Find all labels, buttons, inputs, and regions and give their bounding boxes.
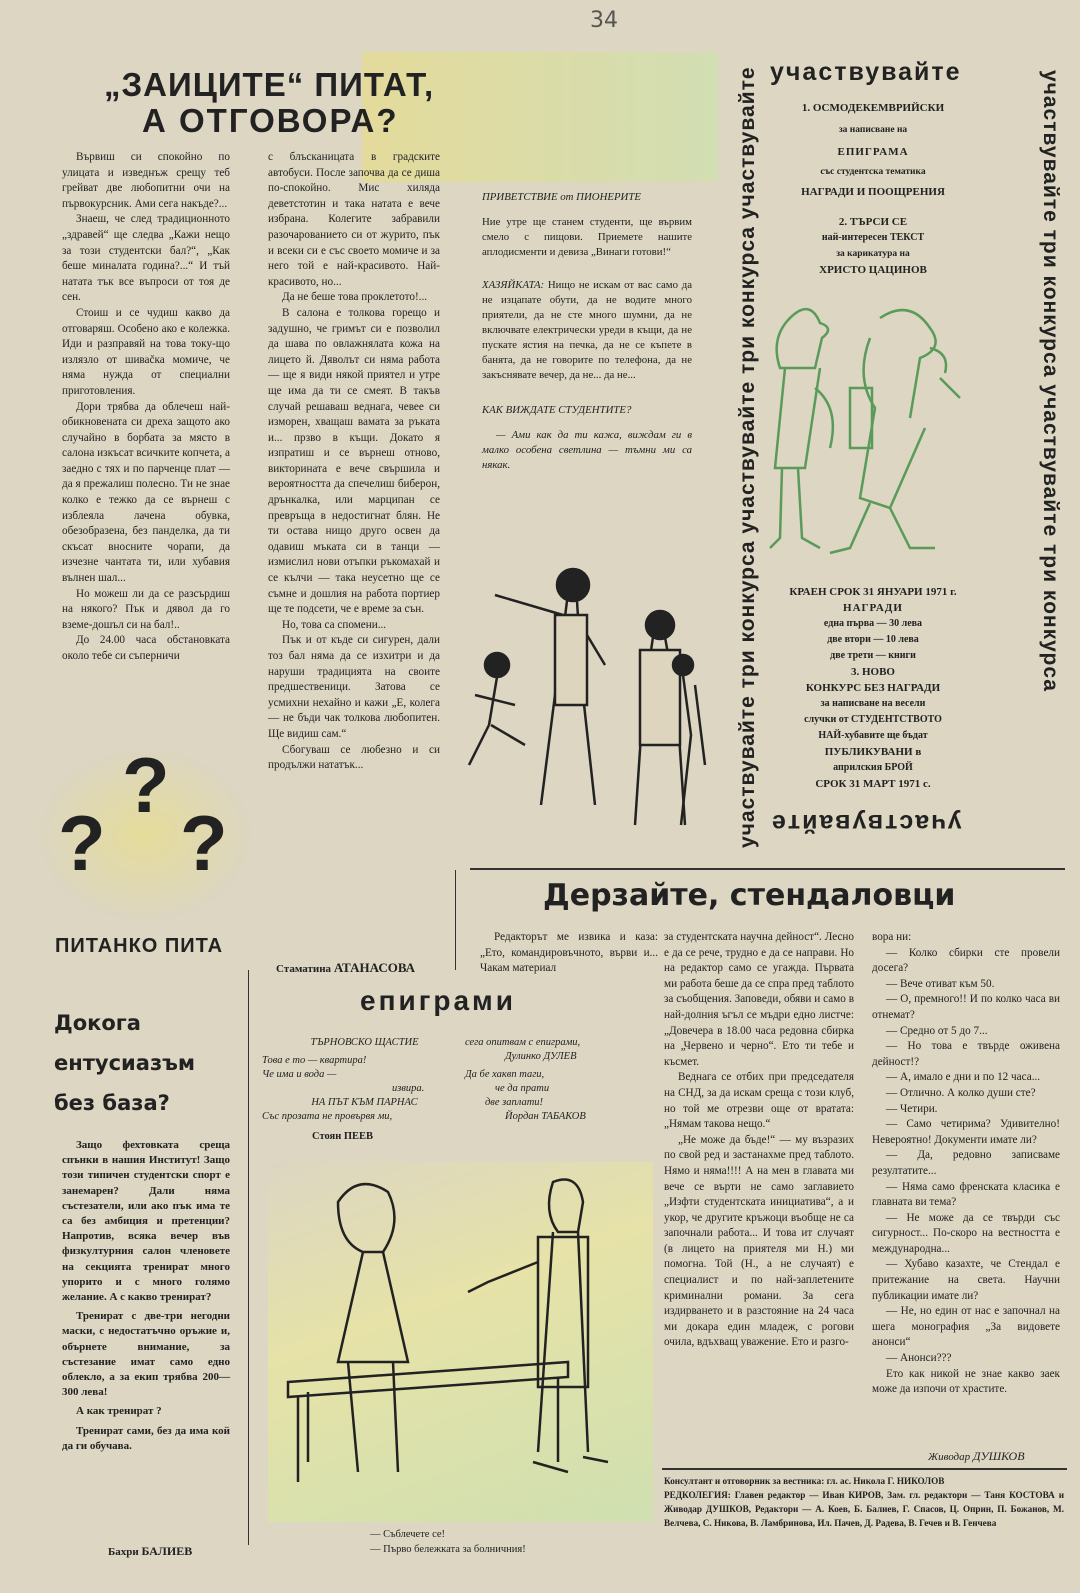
- pioneers-block: ПРИВЕТСТВИЕ от ПИОНЕРИТЕ Ние утре ще станем студенти, ще вървим смело с пищови. Приемете нашите аплодисменти и девиза „Винаги готови!“ ХАЗЯЙКАТА: Нищо не искам от вас само да не изцапате обути, да не водите много приятели, да не сте много шумни, да не включвате електрически уреди в къщи, да не пускате ястия на печка, да не се къпете в банята, да не говорите по телефона, да не закъснявате вечер, да не... да не... КАК ВИЖДАТЕ СТУДЕНТИТЕ? — Ами как да ти кажа, виждам ги в малко особена светлина — тъмни ми са някак.: [482, 191, 693, 471]
- article2-author: Бахри БАЛИЕВ: [108, 1544, 193, 1558]
- contest-top: участвувайте: [770, 58, 962, 86]
- epigrams-right: сега опитвам с епиграми, Дулинко ДУЛЕВ Да бе хаквп таги, че да прати две заплати! Йордан ТАБАКОВ: [465, 1037, 586, 1122]
- contest-vertical-right: участвувайте три конкурса участвувайте три конкурса: [1039, 70, 1062, 692]
- article3-intro: Редакторът ме извика и каза: „Ето, командировъчното, върви и... Чакам материал: [480, 931, 658, 975]
- question-marks-cartoon: [40, 741, 250, 920]
- divider: [470, 868, 1065, 870]
- masthead: Консултант и отговорник за вестника: гл. ас. Никола Г. НИКОЛОВ РЕДКОЛЕГИЯ: Главен редактор — Иван КИРОВ, Зам. гл. редактори — Таня КОСТОВА и Живодар ДУШКОВ, Редактори — А. Коев, Б. Балиев, Г. Спасов, Ц. Оприн, П. Божанов, М. Велчева, С. Никова, В. Ламбринова, Ил. Пачев, Д. Радева, В. Гечев и В. Генчева: [664, 1476, 1064, 1528]
- article1-column1: Вървиш си спокойно по улицата и изведнъж срещу теб грейват две любопитни очи на първокурсник. Ами сега накъде?... Знаеш, че след традиционното „здравей“ ще следва „Кажи нещо за този студентски бал?“, „Как беше миналата година?...“ И тъй натата тък все въпроси от тоя де сен. Стоиш и се чудиш какво да отговаряш. Особено ако е колежка. Иди и разправяй на това току-що излязло от шиваčка момиче, че няма нужда от специални приготовления. Дори трябва да облечеш най-обикновената си дреха защото ако случайно в борбата за място в салона изкъсат всичките копчета, а заедно с тях и по парченце плат — да я прежалиш полесно. Ти не знае колко е тежко да се върнеш с изблеяла лачена обувка, обезобразена, без панделка, да ти скъсат вносните чорапи, да изчезне чантата ти, или хубавия вълнен шал... Но можеш ли да се разсърдиш на някого? Пък и дявол да го вземе-дошъл си на бал!.. До 24.00 часа обстановката около тебе си съперничи: [62, 151, 230, 662]
- article1-title-line1: „ЗАИЦИТЕ“ ПИТАТ,: [104, 66, 435, 103]
- article1-column2: с блъсканицата в градските автобуси. После започва да се диша по-спокойно. Мис хиляда деветстотин и така натата е вече избрана. Колегите забравили разочарованието си от журито, пък и всеки си е със своето момиче и за него той е най-красивото. Най-красивото, но... Да не беше това проклетото!... В салона е толкова горещо и задушно, че гримът си е позволил да шава по овлажнялата кожа на лицето й. Дяволът си няма работа — ще я види някой приятел и утре ще има да ти се смеят. В такъв случай решаваш веднага, чевее си изморен, хващаш вамата за ръката и... прзво в къщи. Докато я изпратиш и се върнеш отново, викторината е вече свършила и вероятността да спечелиш биберон, дрънкалка, или марципан се превръща в недостигнат блян. Не ти остава нищо друго освен да одавиш мъката си в танци — измислил нови отъпки ръкомахай и се кълчи — така неусетно ще се съмне и дошлия на работа портиер ще те подсети, че е време за сън. Но, това са спомени... Пък и от къде си сигурен, дали тоз бал няма да се изхитри и да наруши традицията на своите предшественици. Затова се усмихни нехайно и кажи „Е, колега — не бъди чак толкова любопитен. Ще видиш сам.“ Сбогуваш се любезно и си продължи нататък...: [268, 151, 440, 772]
- students-cartoon: [455, 555, 720, 845]
- article3-column1: за студентската научна дейност“. Лесно е да се рече, трудно е да се направи. Но на редактор само се угажда. Първата ми работа беше да се спра пред таблото за съобщения. Заповеди, обяви и само в най-долния ъгъл се мъдри едно листче: „Довечера в 18.00 часа редовна сбирка на „Червено и черно“. Ето ти тебе и късмет. Веднага се отбих при председателя на СНД, за да искам среща с този клуб, но той ме отрезви още от вратата: „Нямам такова нещо.“ „Не може да бъде!“ — му възразих по свой ред и застанахме пред таблото. Нямо и няма!!!! А на мен в главата ми вече се върти не само заглавието „Изфти студентската инициатива“, а и укор, че другите кръжоци въобще не са започнали работа... И това ит случаят (в лицето на приятеля ми Н.) ми помогна. Той (Н., а не случаят) е специалист и по най-заплетените криминални романи. За сега издирването и в разстояние на 24 часа ми докара един младеж, с рогови очила, вдъхващ уважение. Ето и разго-: [664, 931, 854, 1349]
- question-mark-icon: ?: [58, 799, 106, 887]
- question-mark-icon: ?: [122, 741, 170, 829]
- doctor-cartoon: [268, 1162, 653, 1522]
- epigrams-left: ТЪРНОВСКО ЩАСТИЕ Това е то — квартира! Че има и вода — извира. НА ПЪТ КЪМ ПАРНАС Със прозата не провървя ми, Стоян ПЕЕВ: [262, 1037, 425, 1142]
- article3-title: Дерзайте, стендаловци: [543, 878, 956, 913]
- article3-author: Живодар ДУШКОВ: [928, 1449, 1025, 1463]
- page-number: 34: [590, 8, 618, 33]
- doctor-captions: — Съблечете се! — Първо бележката за болничния!: [370, 1529, 526, 1555]
- article1-author: Стаматина АТАНАСОВА: [276, 960, 416, 975]
- divider: [662, 1468, 1067, 1470]
- contest-bottom: участвувайте: [770, 809, 962, 837]
- question-mark-icon: ?: [180, 799, 228, 887]
- divider: [248, 970, 249, 1545]
- article3-column2: вора ни: — Колко сбирки сте провели досега? — Вече отиват към 50. — О, премного!! И по колко часа ви отнемат? — Средно от 5 до 7... — Но това е твърде оживена дейност!? — А, имало е дни и по 12 часа... — Отлично. А колко души сте? — Четири. — Само четирима? Удивително! Невероятно! Документи имате ли? — Да, редовно записваме резултатите... — Няма само френската класика е главната ви тема? — Не може да се твърди със сигурност... По-скоро на вестността е международна... — Хубаво казахте, че Стендал е притежание на света. Научни публикации имате ли? — Не, но един от нас е започнал на шега монография „За видовете анонси“ — Анонси??? Ето как никой не знае какво заек може да изпочи от храстите.: [872, 931, 1060, 1396]
- cartoon-caption: ПИТАНКО ПИТА: [55, 935, 224, 957]
- contest-vertical-left: участвувайте три конкурса участвувайте три конкурса участвувайте: [736, 66, 759, 848]
- article2-title: Докога ентусиазъм без база?: [54, 1011, 196, 1115]
- contest-items-1-2: 1. ОСМОДЕКЕМВРИЙСКИ за написване на ЕПИГРАМА със студентска тематика НАГРАДИ И ПООЩРЕНИЯ 2. ТЪРСИ СЕ най-интересен ТЕКСТ за карикатура на ХРИСТО ЦАЦИНОВ: [801, 102, 945, 276]
- contest-items-3: КРАЕН СРОК 31 ЯНУАРИ 1971 г. НАГРАДИ една първа — 30 лева две втори — 10 лева две трети — книги 3. НОВО КОНКУРС БЕЗ НАГРАДИ за написване на весели случки от СТУДЕНТСТВОТО НАЙ-хубавите ще бъдат ПУБЛИКУВАНИ в априлския БРОЙ СРОК 31 МАРТ 1971 с.: [789, 586, 957, 790]
- epigrams-title: епиграми: [360, 985, 516, 1016]
- caricature-drawing: [760, 298, 980, 563]
- divider: [455, 870, 456, 970]
- article1-title-line2: А ОТГОВОРА?: [142, 102, 399, 139]
- article2-body: Защо фехтовката среща спънки в нашия Институт! Защо този типичен студентски спорт е занемарен? Дали няма състезатели, или ако пък има те са без амбиция и претенции? Напротив, всяка вечер във физкултурния салон членовете на секцията тренират много упорито и с много голямо желание. А с какво тренират? Тренират с две-три негодни маски, с недостатъчно оръжие и, обърнете внимание, за състезание имат само едно облекло, а за екип трябва 200—300 лева! А как тренират ? Тренират сами, без да има кой да ги обучава.: [62, 1139, 230, 1452]
